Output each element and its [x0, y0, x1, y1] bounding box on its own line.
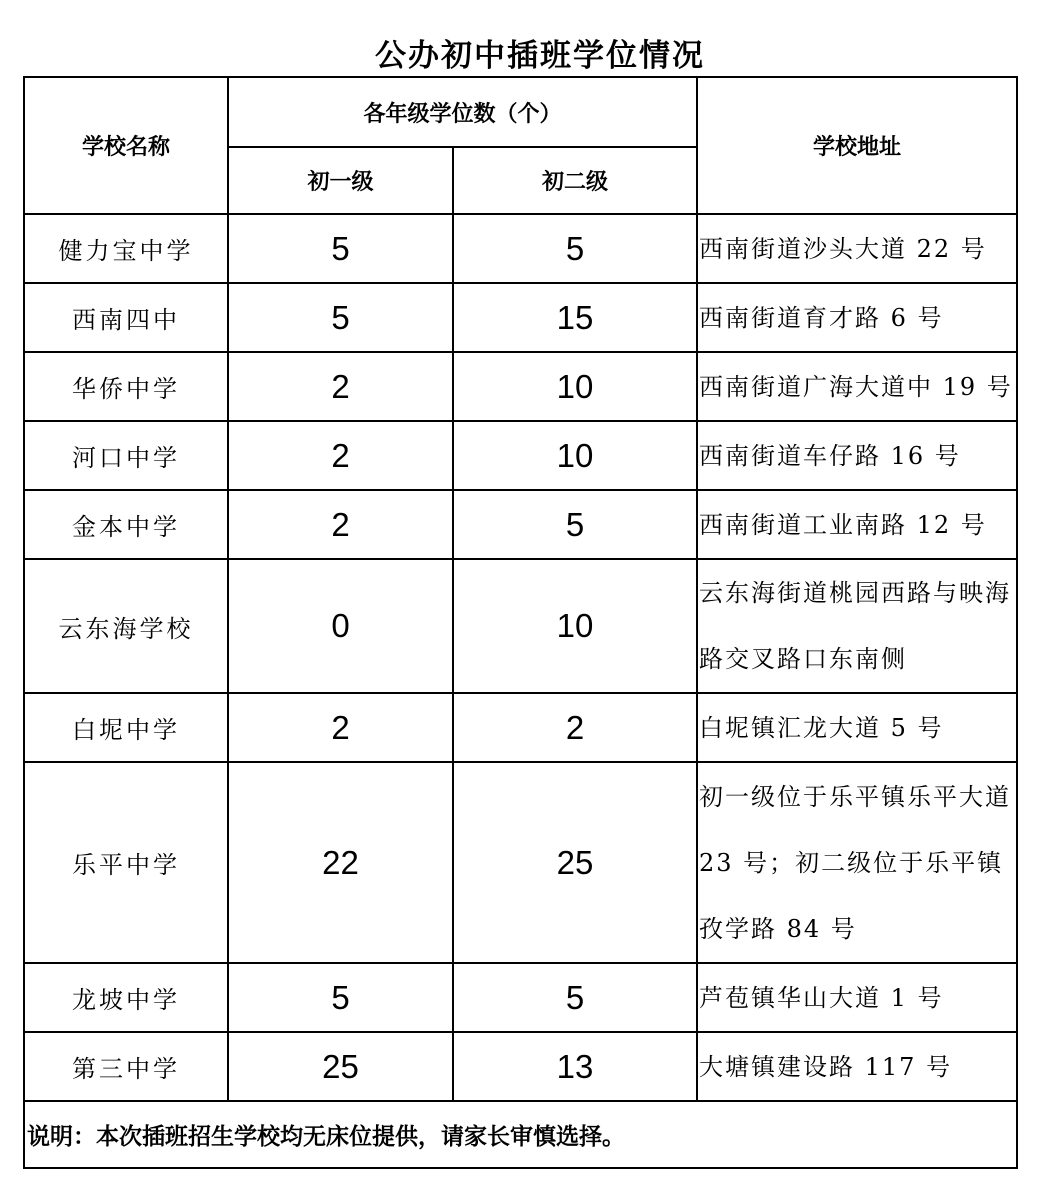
grade2-seats: 10	[453, 421, 697, 490]
grade1-seats: 2	[228, 421, 453, 490]
grade1-seats: 2	[228, 352, 453, 421]
table-row	[24, 762, 1017, 963]
grade1-seats: 25	[228, 1032, 453, 1101]
grade2-seats: 5	[453, 490, 697, 559]
school-address: 大塘镇建设路 117 号	[697, 1032, 1017, 1101]
grade1-seats: 5	[228, 214, 453, 283]
grade2-seats: 25	[453, 762, 697, 963]
table-row	[24, 693, 1017, 762]
school-address: 云东海街道桃园西路与映海路交叉路口东南侧	[697, 559, 1017, 693]
header-seats-group: 各年级学位数（个）	[228, 77, 697, 147]
grade1-seats: 5	[228, 963, 453, 1032]
table-row	[24, 559, 1017, 693]
header-grade2: 初二级	[453, 147, 697, 214]
school-address: 西南街道育才路 6 号	[697, 283, 1017, 352]
grade1-seats: 0	[228, 559, 453, 693]
note-text: 说明：本次插班招生学校均无床位提供，请家长审慎选择。	[24, 1101, 1017, 1168]
header-grade1: 初一级	[228, 147, 453, 214]
grade2-seats: 13	[453, 1032, 697, 1101]
table-row	[24, 352, 1017, 421]
school-address: 西南街道车仔路 16 号	[697, 421, 1017, 490]
table-row	[24, 214, 1017, 283]
page-title: 公办初中插班学位情况	[375, 38, 705, 74]
header-school-name: 学校名称	[24, 77, 228, 214]
grade2-seats: 10	[453, 559, 697, 693]
school-name: 西南四中	[24, 283, 228, 352]
school-seats-table	[23, 76, 1018, 1169]
grade2-seats: 15	[453, 283, 697, 352]
school-name: 白坭中学	[24, 693, 228, 762]
school-address: 白坭镇汇龙大道 5 号	[697, 693, 1017, 762]
grade2-seats: 2	[453, 693, 697, 762]
table-row	[24, 283, 1017, 352]
school-address: 芦苞镇华山大道 1 号	[697, 963, 1017, 1032]
header-address: 学校地址	[697, 77, 1017, 214]
school-address: 初一级位于乐平镇乐平大道 23 号；初二级位于乐平镇孜学路 84 号	[697, 762, 1017, 963]
grade1-seats: 22	[228, 762, 453, 963]
school-name: 华侨中学	[24, 352, 228, 421]
grade1-seats: 5	[228, 283, 453, 352]
school-name: 第三中学	[24, 1032, 228, 1101]
school-address: 西南街道广海大道中 19 号	[697, 352, 1017, 421]
table-row	[24, 963, 1017, 1032]
grade1-seats: 2	[228, 490, 453, 559]
table-row	[24, 421, 1017, 490]
grade2-seats: 5	[453, 214, 697, 283]
school-address: 西南街道工业南路 12 号	[697, 490, 1017, 559]
table-row	[24, 1032, 1017, 1101]
school-name: 河口中学	[24, 421, 228, 490]
school-name: 龙坡中学	[24, 963, 228, 1032]
school-name: 乐平中学	[24, 762, 228, 963]
grade2-seats: 10	[453, 352, 697, 421]
note-row	[24, 1101, 1017, 1168]
school-name: 健力宝中学	[24, 214, 228, 283]
table-row	[24, 490, 1017, 559]
school-address: 西南街道沙头大道 22 号	[697, 214, 1017, 283]
school-name: 云东海学校	[24, 559, 228, 693]
grade2-seats: 5	[453, 963, 697, 1032]
school-name: 金本中学	[24, 490, 228, 559]
grade1-seats: 2	[228, 693, 453, 762]
